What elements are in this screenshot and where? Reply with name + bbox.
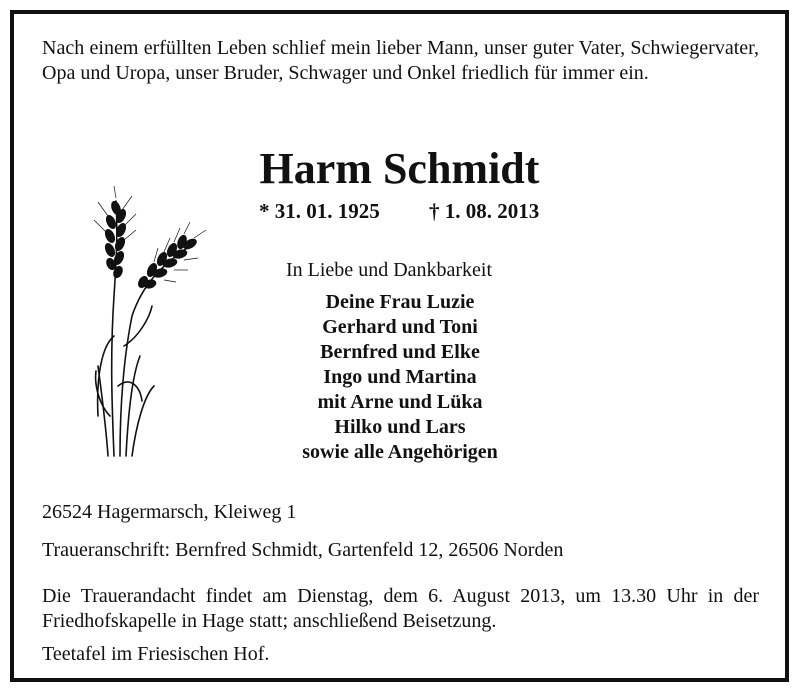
wheat-ears-icon <box>80 186 210 461</box>
family-member: sowie alle Angehörigen <box>302 441 498 463</box>
thanks-line: In Liebe und Dankbarkeit <box>286 259 493 281</box>
home-address: 26524 Hagermarsch, Kleiweg 1 <box>42 501 297 523</box>
service-info: Die Trauerandacht findet am Dienstag, dem 6. August 2013, um 13.30 Uhr in der Friedhofskapelle in Hage statt; anschließend Beisetzung. <box>42 585 759 632</box>
mourning-address: Traueranschrift: Bernfred Schmidt, Gartenfeld 12, 26506 Norden <box>42 539 564 561</box>
intro-text: Nach einem erfüllten Leben schlief mein lieber Mann, unser guter Vater, Schwiegervater, Opa und Uropa, unser Bruder, Schwager und Onkel friedlich für immer ein. <box>42 37 759 84</box>
obituary-notice <box>10 10 789 682</box>
family-member: Ingo und Martina <box>323 366 477 388</box>
family-member: Hilko und Lars <box>334 416 466 438</box>
family-member: Gerhard und Toni <box>322 316 478 338</box>
birth-date: * 31. 01. 1925 <box>259 199 380 223</box>
family-list <box>270 290 530 465</box>
family-member: Deine Frau Luzie <box>325 291 475 313</box>
deceased-name: Harm Schmidt <box>259 144 540 193</box>
death-date: † 1. 08. 2013 <box>429 199 540 223</box>
family-member: mit Arne und Lüka <box>317 391 483 413</box>
family-member: Bernfred und Elke <box>320 341 480 363</box>
tea-info: Teetafel im Friesischen Hof. <box>42 643 270 665</box>
life-dates <box>259 198 539 224</box>
